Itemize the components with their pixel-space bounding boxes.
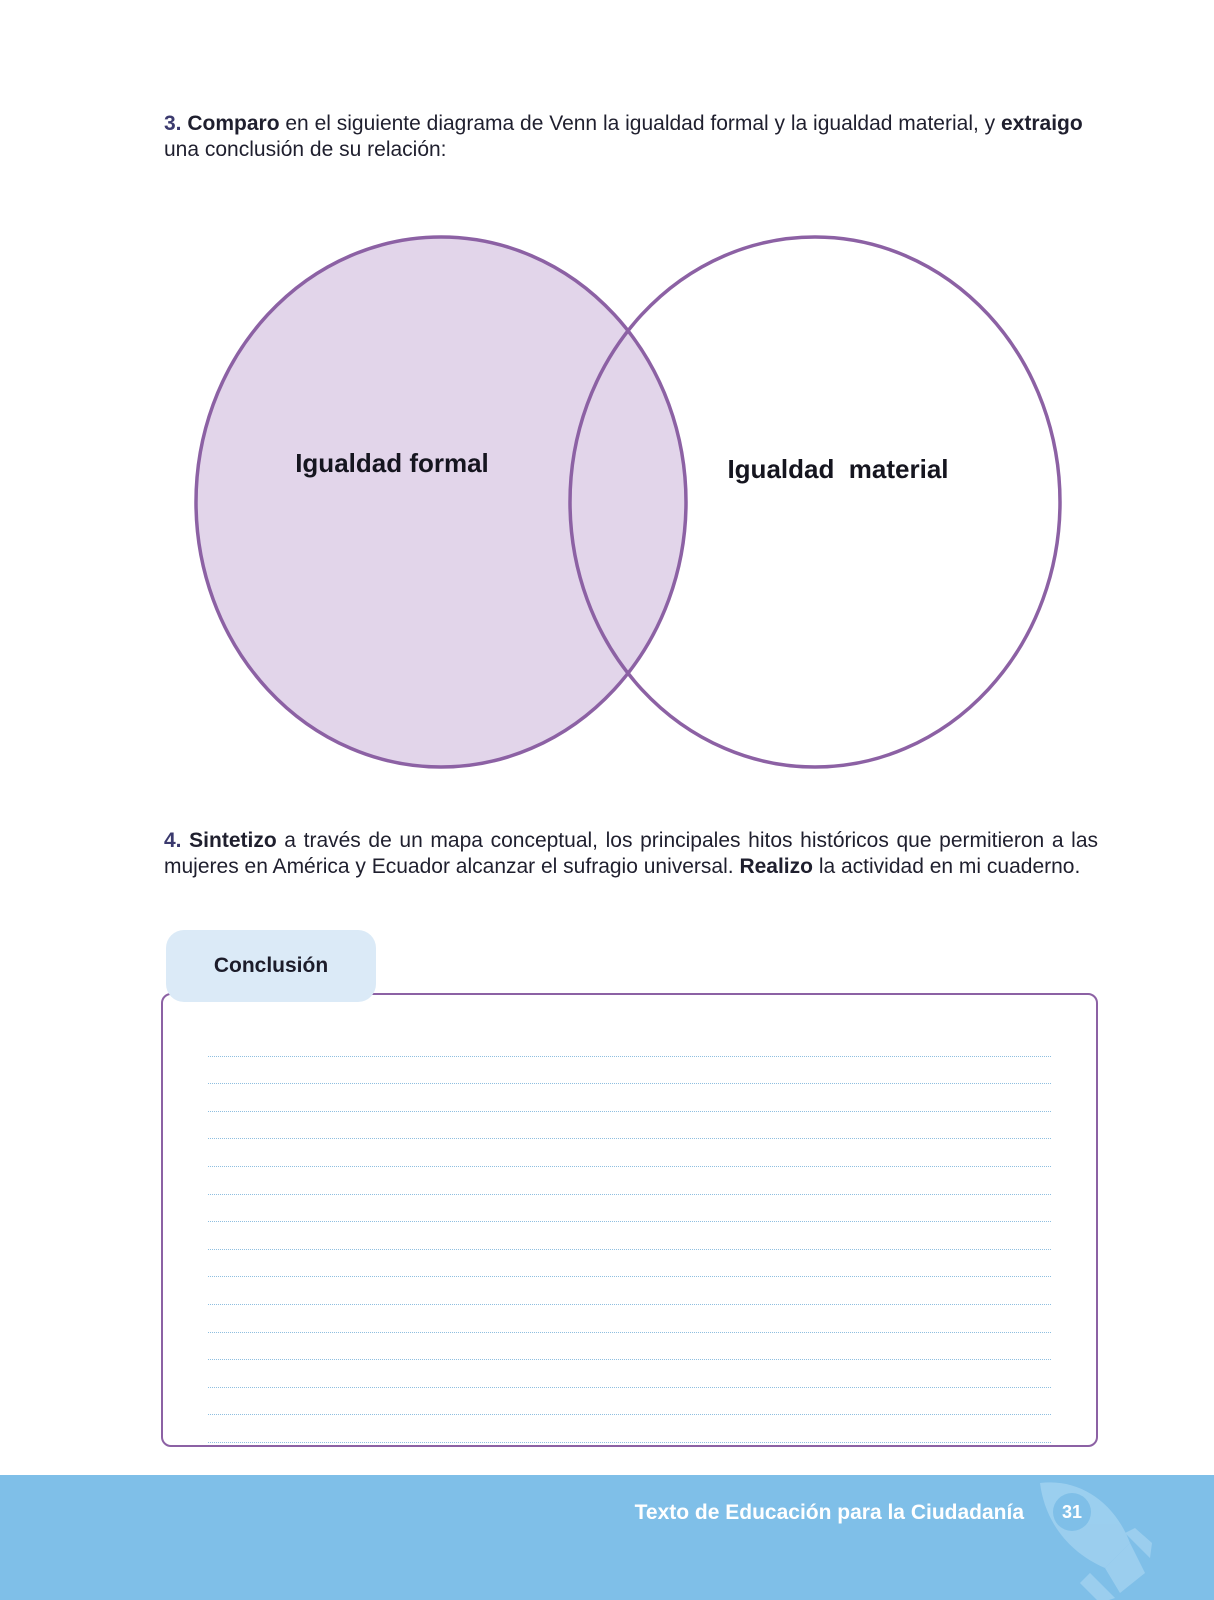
conclusion-box[interactable] — [161, 993, 1098, 1447]
writing-line — [208, 1388, 1051, 1416]
question-4-text-2: la actividad en mi cuaderno. — [812, 854, 1081, 878]
writing-line — [208, 1195, 1051, 1223]
writing-lines — [208, 1029, 1051, 1443]
writing-line — [208, 1250, 1051, 1278]
conclusion-tab-label: Conclusión — [213, 954, 329, 977]
question-3-verb-extract: extraigo — [1001, 112, 1083, 135]
writing-line — [208, 1415, 1051, 1443]
writing-line — [208, 1222, 1051, 1250]
rocket-icon — [1020, 1475, 1160, 1600]
question-3-text-1: en el siguiente diagrama de Venn la igualdad formal y la igualdad material, y — [279, 112, 1001, 135]
venn-left-label: Igualdad formal — [295, 448, 489, 478]
writing-line — [208, 1084, 1051, 1112]
writing-line — [208, 1029, 1051, 1057]
writing-line — [208, 1167, 1051, 1195]
conclusion-tab — [166, 930, 376, 1002]
writing-line — [208, 1305, 1051, 1333]
question-3-text-2: una conclusión de su relación: — [164, 137, 447, 161]
question-3-verb-compare: Comparo — [187, 112, 280, 135]
writing-line — [208, 1277, 1051, 1305]
writing-line — [208, 1360, 1051, 1388]
page-footer — [0, 1475, 1214, 1600]
question-4-text-1: a través de un mapa conceptual, los principales hitos históricos que permitieron a las mujeres en América y Ecuador alcanzar el sufragio universal. — [164, 829, 1098, 878]
question-4-verb-synthesize: Sintetizo — [189, 829, 277, 852]
footer-title: Texto de Educación para la Ciudadanía — [634, 1501, 1024, 1524]
writing-line — [208, 1139, 1051, 1167]
venn-right-label: Igualdad material — [727, 454, 949, 484]
writing-line — [208, 1333, 1051, 1361]
writing-line — [208, 1057, 1051, 1085]
question-3-number: 3. — [164, 112, 182, 135]
page-number: 31 — [1053, 1493, 1091, 1531]
question-4 — [164, 828, 1098, 879]
venn-left-circle — [196, 237, 686, 767]
writing-line — [208, 1112, 1051, 1140]
question-4-number: 4. — [164, 829, 182, 852]
question-4-verb-do: Realizo — [739, 854, 813, 878]
